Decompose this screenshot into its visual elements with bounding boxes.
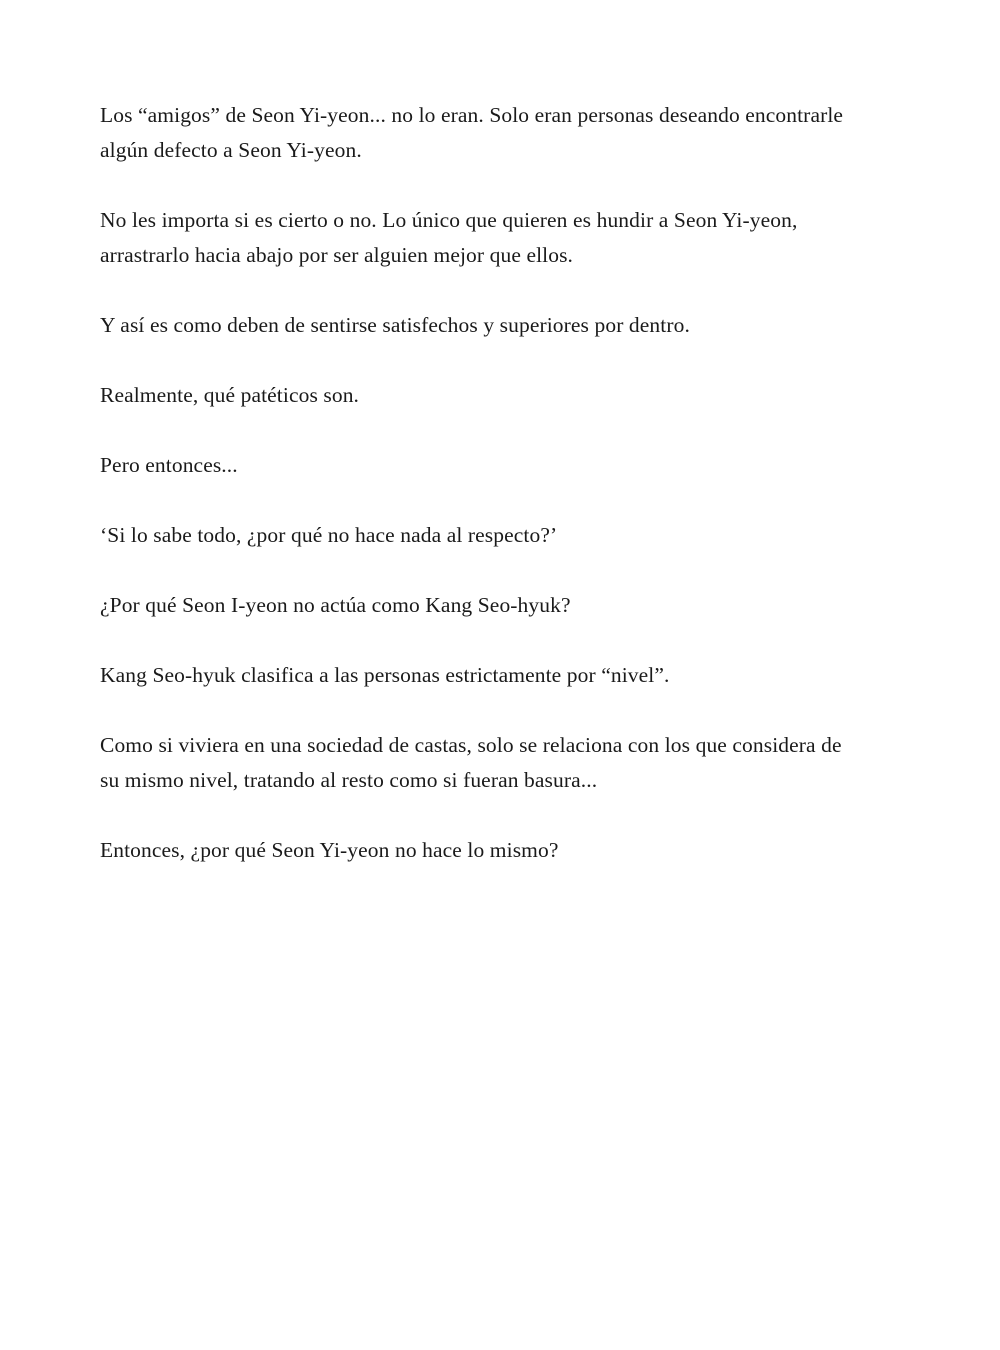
paragraph-4: Realmente, qué patéticos son.: [100, 383, 360, 407]
paragraph-3: Y así es como deben de sentirse satisfechos y superiores por dentro.: [100, 313, 690, 337]
paragraph-1: Los “amigos” de Seon Yi-yeon... no lo eran. Solo eran personas deseando encontrarle algún defecto a Seon Yi-yeon.: [100, 103, 844, 162]
paragraph-6: ‘Si lo sabe todo, ¿por qué no hace nada al respecto?’: [100, 523, 558, 547]
document-page: [100, 98, 860, 903]
paragraph-8: Kang Seo-hyuk clasifica a las personas estrictamente por “nivel”.: [100, 663, 670, 687]
paragraph-2: No les importa si es cierto o no. Lo único que quieren es hundir a Seon Yi-yeon, arrastrarlo hacia abajo por ser alguien mejor que ellos.: [100, 208, 798, 267]
paragraph-10: Entonces, ¿por qué Seon Yi-yeon no hace lo mismo?: [100, 838, 559, 862]
paragraph-5: Pero entonces...: [100, 453, 238, 477]
paragraph-9: Como si viviera en una sociedad de castas, solo se relaciona con los que considera de su mismo nivel, tratando al resto como si fueran basura...: [100, 733, 842, 792]
paragraph-7: ¿Por qué Seon I-yeon no actúa como Kang Seo-hyuk?: [100, 593, 571, 617]
